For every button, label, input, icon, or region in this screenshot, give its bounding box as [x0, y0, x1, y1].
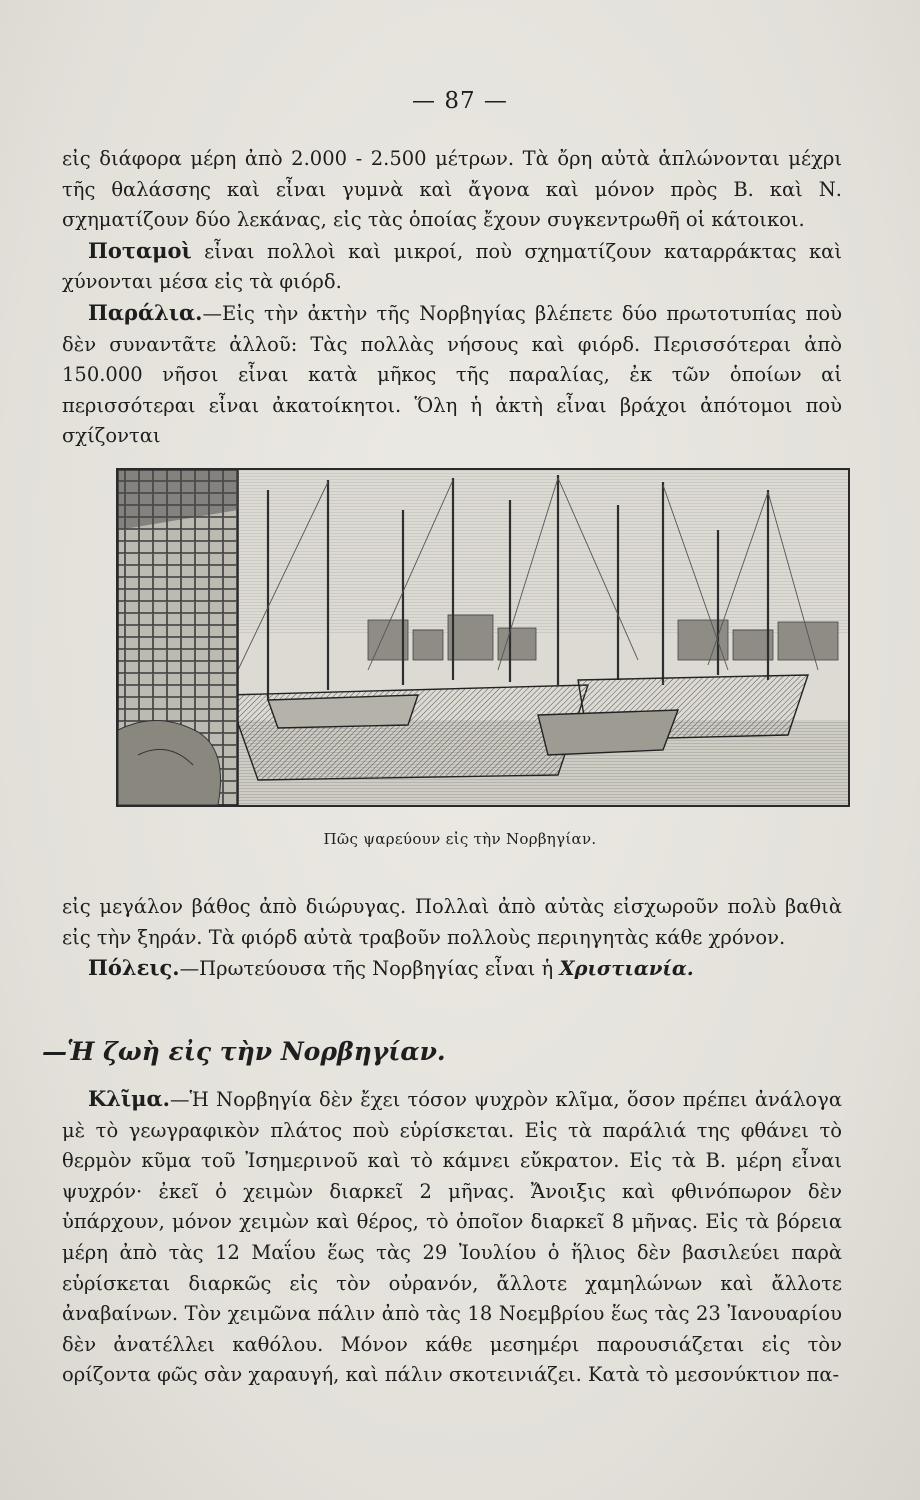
term-climate: Κλῖμα.	[88, 1086, 170, 1111]
paragraph-fjords: εἰς μεγάλον βάθος ἀπὸ διώρυγας. Πολλαὶ ἀπὸ αὐτὰς εἰσχωροῦν πολὺ βαθιὰ εἰς τὴν ξηράν. Τὰ φιόρδ αὐτὰ τραβοῦν πολλοὺς περιηγητὰς κάθε χρόνον.	[62, 895, 842, 949]
harbor-illustration	[116, 468, 850, 807]
page-number: — 87 —	[412, 88, 508, 114]
coasts-text: —Εἰς τὴν ἀκτὴν τῆς Νορβηγίας βλέπετε δύο πρωτοτυπίας ποὺ δὲν συναντᾶτε ἀλλοῦ: Τὰς πολλὰς νήσους καὶ φιόρδ. Περισσότεραι ἀπὸ 150.000 νῆσοι εἶναι κατὰ μῆκος τῆς παραλίας, ἐκ τῶν ὁποίων αἱ περισσότεραι εἶναι ἀκατοίκητοι. Ὅλη ἡ ἀκτὴ εἶναι βράχοι ἀπότομοι ποὺ σχίζονται	[62, 301, 842, 448]
capital-name: Χριστιανία.	[559, 957, 694, 981]
harbor-engraving	[118, 470, 848, 805]
term-cities: Πόλεις.	[88, 955, 180, 981]
middle-text-block	[62, 892, 842, 985]
paragraph-climate	[62, 1084, 842, 1391]
bottom-text-block	[62, 1084, 842, 1391]
figure-caption: Πῶς ψαρεύουν εἰς τὴν Νορβηγίαν.	[323, 830, 597, 848]
rivers-text: εἶναι πολλοὶ καὶ μικροί, ποὺ σχηματίζουν καταρράκτας καὶ χύνονται μέσα εἰς τὰ φιόρδ.	[62, 239, 842, 294]
paragraph-cities	[62, 953, 842, 985]
term-coasts: Παράλια.	[88, 299, 203, 325]
top-text-block	[62, 144, 842, 452]
term-rivers: Ποταμοὶ	[88, 237, 192, 263]
climate-text: —Ἡ Νορβηγία δὲν ἔχει τόσον ψυχρὸν κλῖμα, ὅσον πρέπει ἀνάλογα μὲ τὸ γεωγραφικὸν πλάτος ποὺ εὑρίσκεται. Εἰς τὰ παράλιά της φθάνει τὸ θερμὸν κῦμα τοῦ Ἰσημερινοῦ καὶ τὸ κάμνει εὔκρατον. Εἰς τὰ Β. μέρη εἶναι ψυχρόν· ἐκεῖ ὁ χειμὼν διαρκεῖ 2 μῆνας. Ἄνοιξις καὶ φθινόπωρον δὲν ὑπάρχουν, μόνον χειμὼν καὶ θέρος, τὸ ὁποῖον διαρκεῖ 8 μῆνας. Εἰς τὰ βόρεια μέρη ἀπὸ τὰς 12 Μαΐου ἕως τὰς 29 Ἰουλίου ὁ ἥλιος δὲν βασιλεύει παρὰ εὑρίσκεται διαρκῶς εἰς τὸν οὐρανόν, ἄλλοτε χαμηλώνων καὶ ἄλλοτε ἀναβαίνων. Τὸν χειμῶνα πάλιν ἀπὸ τὰς 18 Νοεμβρίου ἕως τὰς 23 Ἰανουαρίου δὲν ἀνατέλλει καθόλου. Μόνον κάθε μεσημέρι παρουσιάζεται εἰς τὸν ορίζοντα φῶς σὰν χαραυγή, καὶ πάλιν σκοτεινιάζει. Κατὰ τὸ μεσονύκτιον πα-	[62, 1088, 842, 1387]
paragraph-coasts	[62, 298, 842, 452]
paragraph-rivers	[62, 236, 842, 298]
paragraph-mountains: εἰς διάφορα μέρη ἀπὸ 2.000 - 2.500 μέτρων. Τὰ ὄρη αὐτὰ ἁπλώνονται μέχρι τῆς θαλάσσης καὶ εἶναι γυμνὰ καὶ ἄγονα καὶ μόνον πρὸς Β. καὶ Ν. σχηματίζουν δύο λεκάνας, εἰς τὰς ὁποίας ἔχουν συγκεντρωθῆ οἱ κάτοικοι.	[62, 147, 842, 232]
section-heading: —Ἡ ζωὴ εἰς τὴν Νορβηγίαν.	[42, 1037, 446, 1066]
cities-text: —Πρωτεύουσα τῆς Νορβηγίας εἶναι ἡ	[179, 957, 560, 981]
